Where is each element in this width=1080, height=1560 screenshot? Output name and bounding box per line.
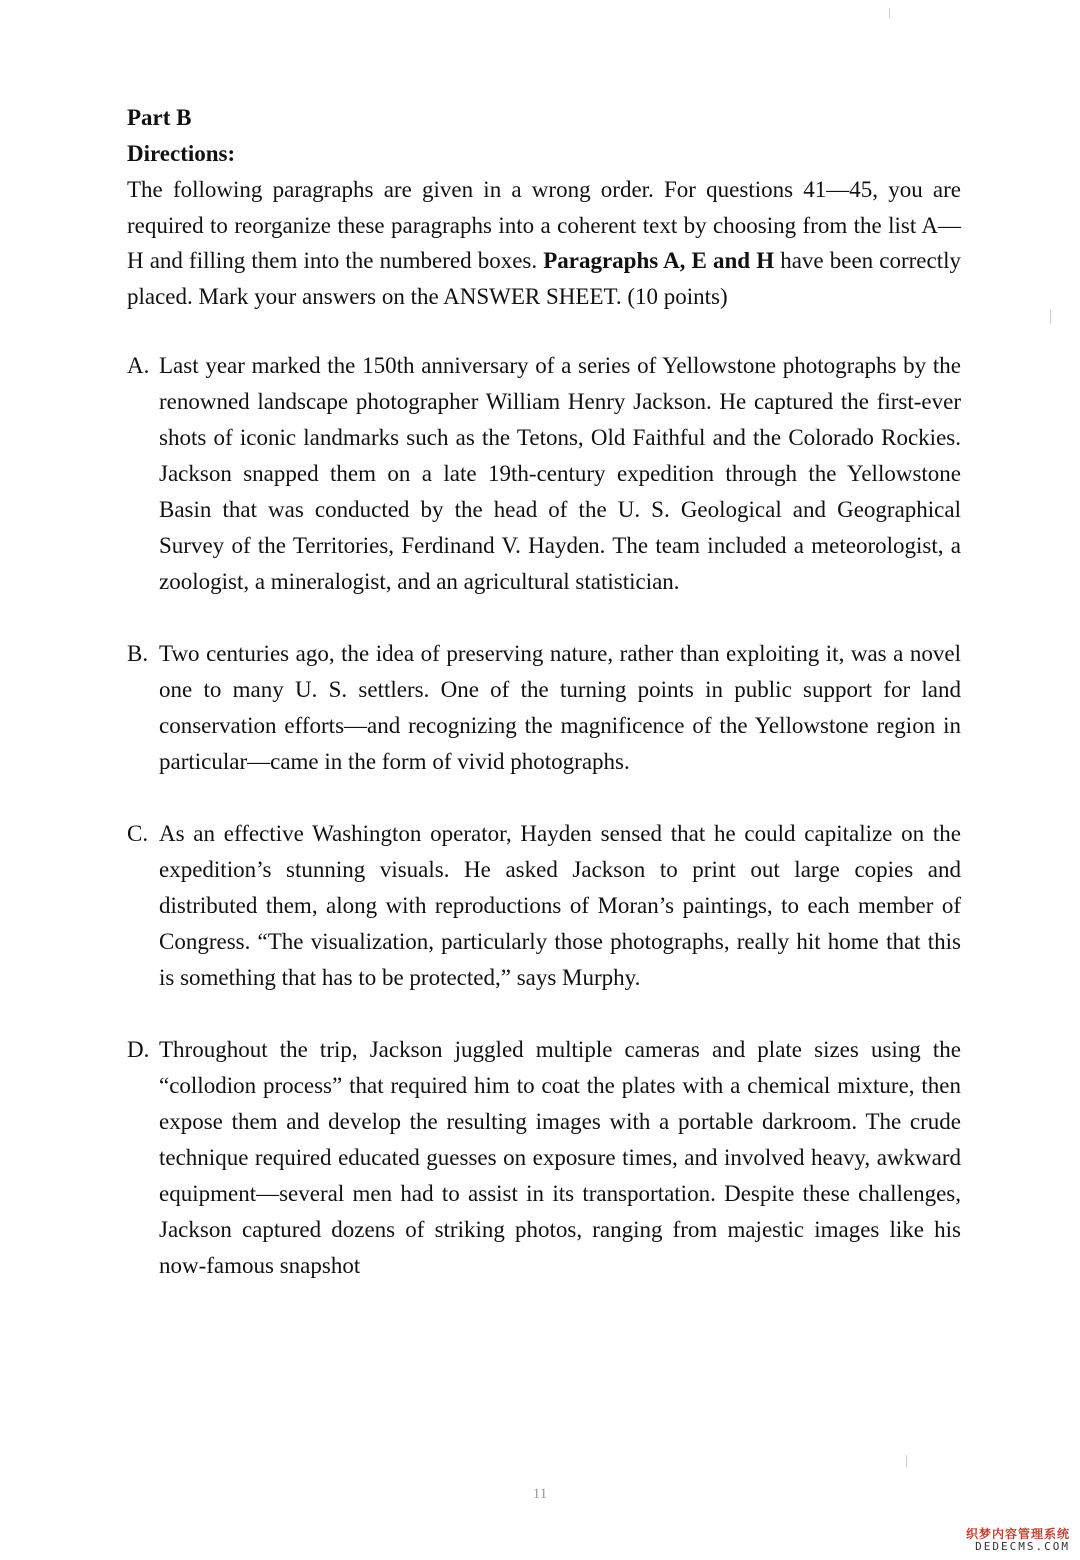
scan-speck xyxy=(889,8,890,18)
directions-text xyxy=(127,172,961,314)
paragraph-b xyxy=(127,636,961,780)
paragraph-c-text: As an effective Washington operator, Hayden sensed that he could capitalize on the expedition’s stunning visuals. He asked Jackson to print out large copies and distributed them, along with reproductions of Moran’s paintings, to each member of Congress. “The visualization, particularly those photographs, really hit home that this is something that has to be protected,” says Murphy. xyxy=(159,821,961,991)
paragraph-a xyxy=(127,348,961,600)
paragraph-d-text: Throughout the trip, Jackson juggled multiple cameras and plate sizes using the “collodion process” that required him to coat the plates with a chemical mixture, then expose them and develop the resulting images with a portable darkroom. The crude technique required educated guesses on exposure times, and involved heavy, awkward equipment—several men had to assist in its transportation. Despite these challenges, Jackson captured dozens of striking photos, ranging from majestic images like his now-famous snapshot xyxy=(159,1037,961,1279)
paragraph-c xyxy=(127,816,961,996)
exam-page-content xyxy=(127,100,961,1284)
scan-speck xyxy=(1050,310,1051,324)
scan-speck xyxy=(906,1455,907,1467)
directions-text-start: The following paragraphs are given in a wrong order. For questions 41—45, you are required to reorganize these paragraphs into a coherent text by choosing from the list A—H and filling them into the numbered boxes. xyxy=(127,177,961,274)
paragraph-d-letter: D. xyxy=(127,1037,150,1063)
page-number: 11 xyxy=(532,1486,548,1502)
watermark-line-1: 织梦内容管理系统 xyxy=(965,1526,1070,1541)
directions-title: Directions: xyxy=(127,141,236,166)
paragraph-a-text: Last year marked the 150th anniversary of a series of Yellowstone photographs by the renowned landscape photographer William Henry Jackson. He captured the first-ever shots of iconic landmarks such as the Tetons, Old Faithful and the Colorado Rockies. Jackson snapped them on a late 19th-century expedition through the Yellowstone Basin that was conducted by the head of the U. S. Geological and Geographical Survey of the Territories, Ferdinand V. Hayden. The team included a meteorologist, a zoologist, a mineralogist, and an agricultural statistician. xyxy=(159,353,961,595)
site-watermark xyxy=(966,1528,1070,1554)
paragraph-a-letter: A. xyxy=(127,353,150,379)
watermark-line-2: DEDECMS.COM xyxy=(975,1540,1070,1554)
paragraph-b-text: Two centuries ago, the idea of preserving nature, rather than exploiting it, was a novel one to many U. S. settlers. One of the turning points in public support for land conservation efforts—and recognizing the magnificence of the Yellowstone region in particular—came in the form of vivid photographs. xyxy=(159,641,961,775)
paragraph-c-letter: C. xyxy=(127,821,149,847)
paragraph-b-letter: B. xyxy=(127,641,149,667)
part-title: Part B xyxy=(127,105,192,130)
directions-bold-text: Paragraphs A, E and H xyxy=(543,248,775,274)
paragraph-d xyxy=(127,1032,961,1284)
directions-text-end: have been correctly placed. Mark your answers on the ANSWER SHEET. (10 points) xyxy=(127,248,962,309)
